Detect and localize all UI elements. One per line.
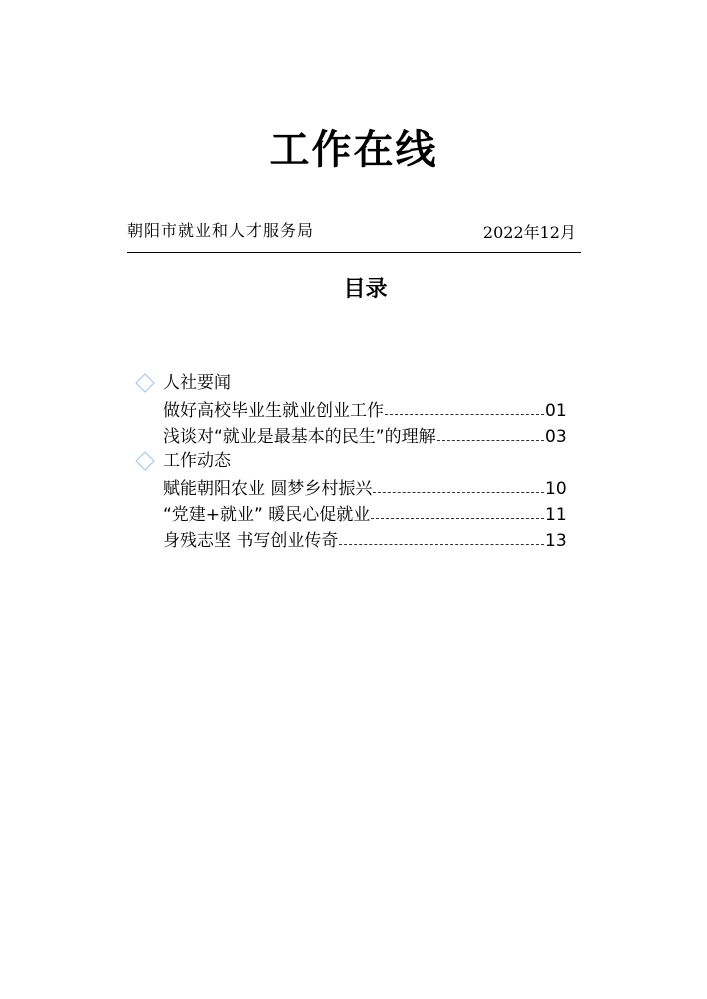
toc-section-label: 工作动态: [163, 451, 231, 471]
toc-section: [130, 370, 580, 396]
issue-date: 2022年12月: [482, 223, 576, 242]
toc-entry[interactable]: [130, 422, 580, 448]
toc-entry-title: 身残志坚 书写创业传奇: [163, 531, 339, 551]
header-divider: [127, 252, 581, 253]
toc-entry-title: 赋能朝阳农业 圆梦乡村振兴: [163, 479, 373, 499]
diamond-icon: [135, 451, 155, 471]
toc-leader-dots: [373, 492, 544, 493]
toc-entry-title: 浅谈对“就业是最基本的民生”的理解: [163, 427, 436, 447]
toc-entry[interactable]: [130, 396, 580, 422]
table-of-contents: [130, 370, 580, 552]
toc-section-label: 人社要闻: [163, 373, 231, 393]
toc-section: [130, 448, 580, 474]
toc-entry-title: “党建+就业” 暖民心促就业: [163, 505, 371, 525]
document-title: 工作在线: [269, 127, 438, 173]
toc-entry[interactable]: [130, 500, 580, 526]
toc-entry[interactable]: [130, 526, 580, 552]
toc-entry-page: 03: [545, 427, 567, 447]
toc-entry-page: 13: [545, 531, 567, 551]
toc-leader-dots: [385, 414, 544, 415]
toc-leader-dots: [339, 544, 544, 545]
toc-entry[interactable]: [130, 474, 580, 500]
toc-entry-page: 01: [545, 401, 567, 421]
toc-heading: 目录: [343, 277, 388, 302]
toc-leader-dots: [371, 518, 544, 519]
toc-entry-title: 做好高校毕业生就业创业工作: [163, 401, 384, 421]
organization-name: 朝阳市就业和人才服务局: [127, 221, 315, 240]
toc-entry-page: 11: [545, 505, 567, 525]
toc-entry-page: 10: [545, 479, 567, 499]
toc-leader-dots: [437, 440, 544, 441]
diamond-icon: [135, 373, 155, 393]
